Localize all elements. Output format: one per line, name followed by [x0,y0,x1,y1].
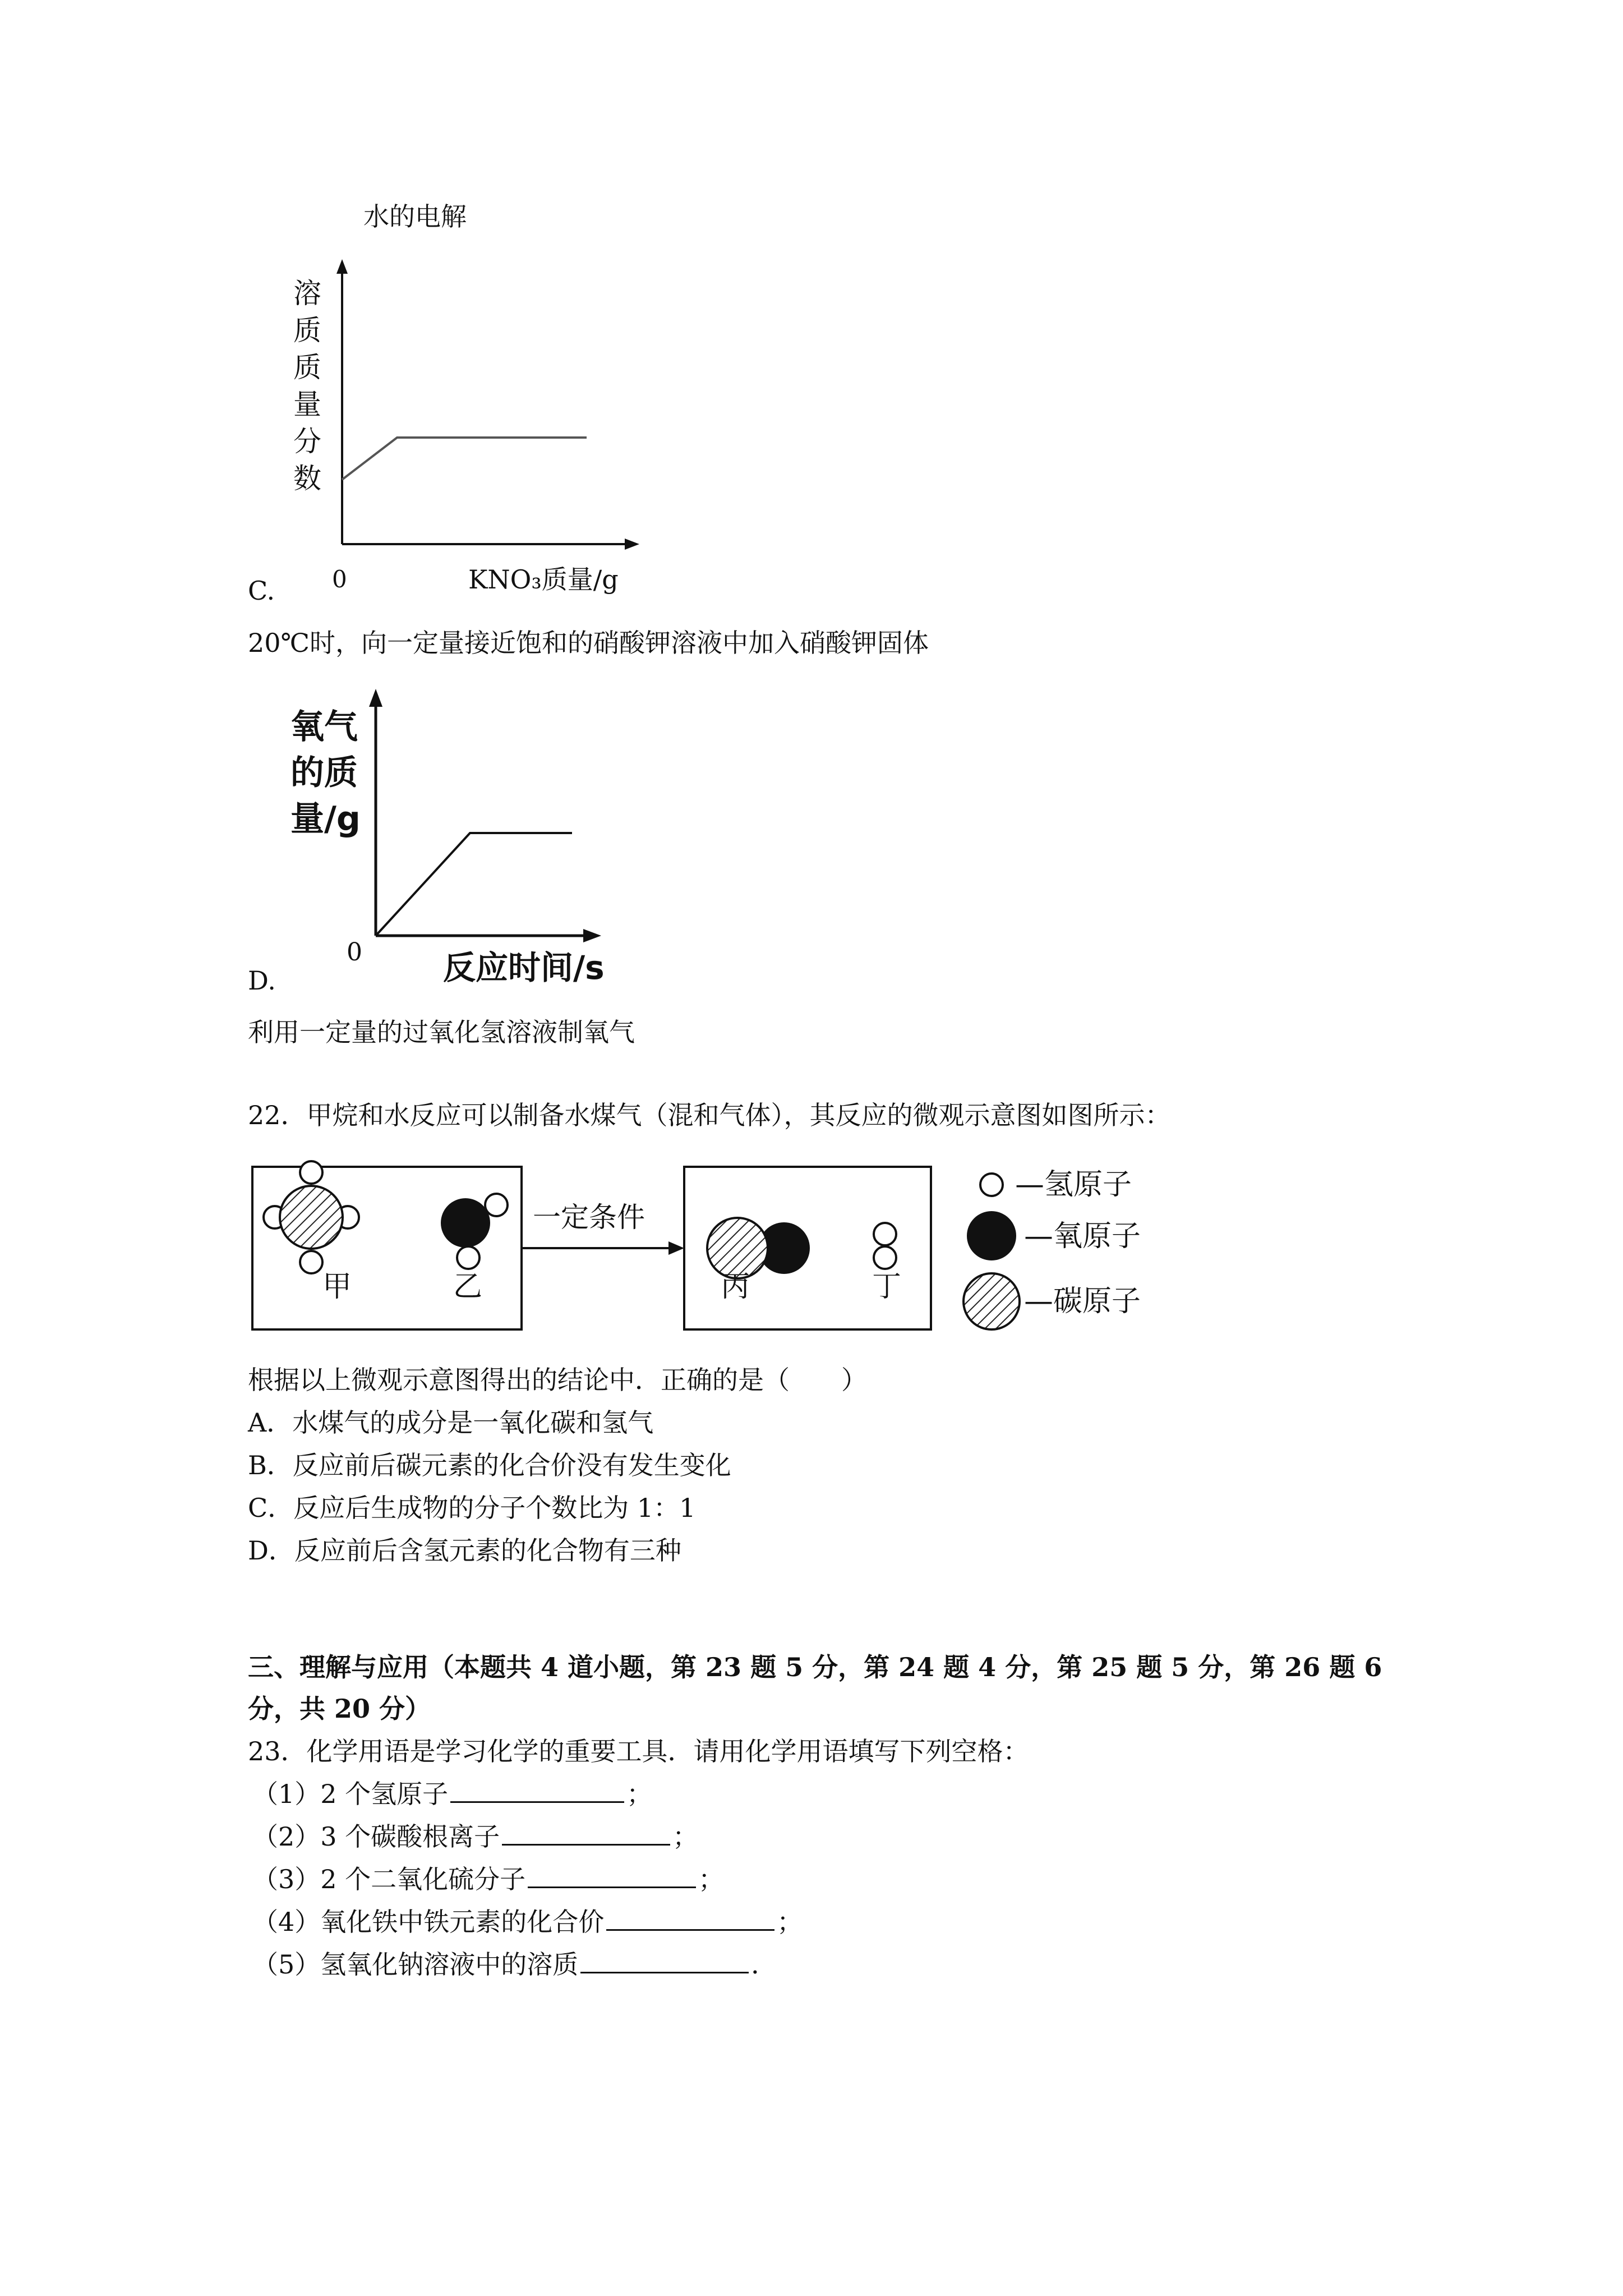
q23-item-3 [252,1864,724,1895]
hydrogen-atom [457,1246,479,1269]
graph-c-ylabel-char: 质 [293,314,321,347]
q22-prompt: 根据以上微观示意图得出的结论中．正确的是（ ） [248,1365,867,1395]
hydrogen-atom [300,1161,322,1184]
hydrogen-atom [874,1223,896,1245]
legend-oxygen-label: —氧原子 [1024,1220,1141,1253]
q22-option-b: B．反应前后碳元素的化合价没有发生变化 [248,1450,731,1480]
q22-option-a: A．水煤气的成分是一氧化碳和氢气 [248,1407,654,1438]
section3-heading-cont: 分，共 20 分） [248,1694,431,1724]
q23-item-end: ； [777,1907,803,1937]
q23-item-2 [252,1821,698,1852]
option-c-letter: C. [248,576,275,606]
answer-blank[interactable] [606,1907,774,1931]
hydrogen-molecule [874,1223,896,1269]
q23-item-end: ； [698,1864,725,1894]
legend-oxygen-icon [967,1211,1016,1260]
graph-d-ylabel-line: 量/g [291,799,361,839]
graph-d-line [376,833,572,936]
legend-carbon-icon [963,1273,1020,1329]
q23-item-5 [252,1949,777,1980]
water-molecule [441,1194,508,1269]
q23-item-4 [252,1906,803,1938]
graph-c-y-arrow [336,259,348,274]
q23-item-end: ． [751,1949,777,1980]
graph-c-xlabel: KNO₃质量/g [468,564,619,595]
graph-d-ylabel-line: 氧气 [291,707,358,747]
option-d-caption: 利用一定量的过氧化氢溶液制氧气 [248,1017,635,1047]
label-yi: 乙 [453,1270,483,1304]
q22-option-c: C．反应后生成物的分子个数比为 1：1 [248,1493,696,1523]
label-ding: 丁 [872,1270,902,1304]
hydrogen-atom [485,1194,508,1216]
q23-item-end: ； [672,1821,699,1852]
answer-blank[interactable] [450,1779,624,1803]
graph-d-y-arrow [369,689,382,707]
q23-item-label: （3）2 个二氧化硫分子 [252,1864,526,1894]
methane-molecule [264,1161,359,1273]
section3-heading: 三、理解与应用（本题共 4 道小题，第 23 题 5 分，第 24 题 4 分，第 25 题 5 分，第 26 题 6 [248,1652,1382,1682]
q22-microscopic-diagram [241,1150,1475,1341]
graph-c-ylabel-char: 分 [293,425,321,458]
graph-d-ylabel [291,704,361,842]
answer-blank[interactable] [502,1821,670,1846]
hydrogen-atom [874,1246,896,1269]
option-d-letter: D. [248,965,276,996]
graph-d-origin: 0 [347,938,362,967]
q23-item-label: （2）3 个碳酸根离子 [252,1821,500,1852]
legend-carbon-label: —碳原子 [1024,1285,1141,1318]
graph-d-x-arrow [583,929,601,942]
label-jia: 甲 [322,1270,352,1304]
q23-item-1 [252,1778,652,1810]
q22-stem: 22．甲烷和水反应可以制备水煤气（混和气体），其反应的微观示意图如图所示： [248,1100,1171,1130]
previous-option-caption: 水的电解 [363,201,467,232]
answer-blank[interactable] [580,1949,749,1973]
q23-item-label: （5）氢氧化钠溶液中的溶质 [252,1949,579,1980]
graph-c [314,252,651,589]
option-c-caption: 20℃时，向一定量接近饱和的硝酸钾溶液中加入硝酸钾固体 [248,628,929,658]
q23-item-label: （1）2 个氢原子 [252,1779,449,1809]
oxygen-atom [441,1198,490,1248]
label-bing: 丙 [721,1270,750,1304]
q23-item-label: （4）氧化铁中铁元素的化合价 [252,1907,605,1937]
graph-c-line [342,438,587,480]
graph-c-origin: 0 [332,565,347,593]
legend-hydrogen-label: —氢原子 [1015,1168,1132,1202]
q22-option-d: D．反应前后含氢元素的化合物有三种 [248,1535,681,1566]
graph-c-x-arrow [625,539,639,550]
graph-d [359,684,617,942]
reaction-arrow-head [668,1241,684,1255]
q23-stem: 23．化学用语是学习化学的重要工具．请用化学用语填写下列空格： [248,1736,1029,1766]
q23-item-end: ； [626,1779,653,1809]
graph-d-ylabel-line: 的质 [291,753,358,793]
graph-c-ylabel-char: 量 [293,388,321,421]
arrow-condition: 一定条件 [533,1201,645,1234]
graph-d-xlabel: 反应时间/s [443,949,605,987]
graph-c-ylabel-char: 质 [293,351,321,384]
carbon-atom [280,1186,343,1249]
legend-hydrogen-icon [980,1174,1003,1196]
graph-c-ylabel-char: 溶 [293,277,321,310]
hydrogen-atom [300,1251,322,1273]
graph-c-ylabel-char: 数 [293,462,321,495]
answer-blank[interactable] [528,1864,696,1888]
